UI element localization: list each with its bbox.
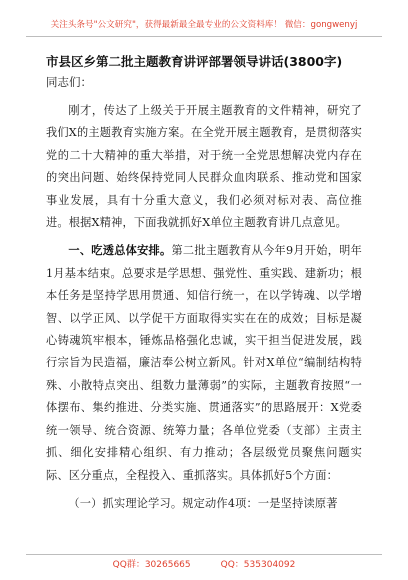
paragraph-text: 刚才，传达了上级关于开展主题教育的文件精神，研究了我们X的主题教育实施方案。在全党开展主题教育，是贯彻落实党的二十大精神的重大举措，对于统一全党思想解决党内存在的突出问题、始终保持党同人民群众血肉联系、推动党和国家事业发展，具有十分重大意义，我们必须对标对表、高位推进。根据X精神，下面我就抓好X单位主题教育讲几点意见。 bbox=[46, 104, 362, 230]
paragraph-subsection-1 bbox=[46, 493, 362, 515]
contact-footer bbox=[26, 554, 382, 575]
qq-group-number: QQ群：30265665 bbox=[112, 560, 191, 570]
paragraph-text: （一）抓实理论学习。规定动作4项：一是坚持读原著 bbox=[68, 496, 338, 510]
paragraph-text: 第二批主题教育从今年9月开始，明年1月基本结束。总要求是学思想、强党性、重实践、建新功；根本任务是坚持学思用贯通、知信行统一，在以学铸魂、以学增智、以学正风、以学促干方面取得实实在在的成效；目标是凝心铸魂筑牢根本，锤炼品格强化忠诚，实干担当促进发展，践行宗旨为民造福，廉洁奉公树立新风。针对X单位“编制结构特殊、小散特点突出、组数力量薄弱”的实际，主题教育按照“一体摆布、集约推进、分类实施、贯通落实”的思路展开：X党委统一领导、统合资源、统筹力量；各单位党委（支部）主责主抓、细化安排精心组织、有力推动；各层级党员聚焦问题实际、区分重点，全程投入、重抓落实。具体抓好5个方面： bbox=[46, 244, 362, 482]
document-body bbox=[46, 52, 362, 515]
paragraph-intro bbox=[46, 100, 362, 234]
document-title: 市县区乡第二批主题教育讲评部署领导讲话(3800字) bbox=[46, 54, 343, 69]
promo-banner[interactable]: 关注头条号"公文研究"，获得最新最全最专业的公文资料库！ 微信：gongwenyj bbox=[26, 14, 382, 37]
paragraph-section-1 bbox=[46, 240, 362, 486]
section-heading: 一、吃透总体安排。 bbox=[68, 244, 172, 258]
salutation: 同志们： bbox=[46, 75, 92, 89]
qq-number: QQ：535304092 bbox=[220, 560, 296, 570]
